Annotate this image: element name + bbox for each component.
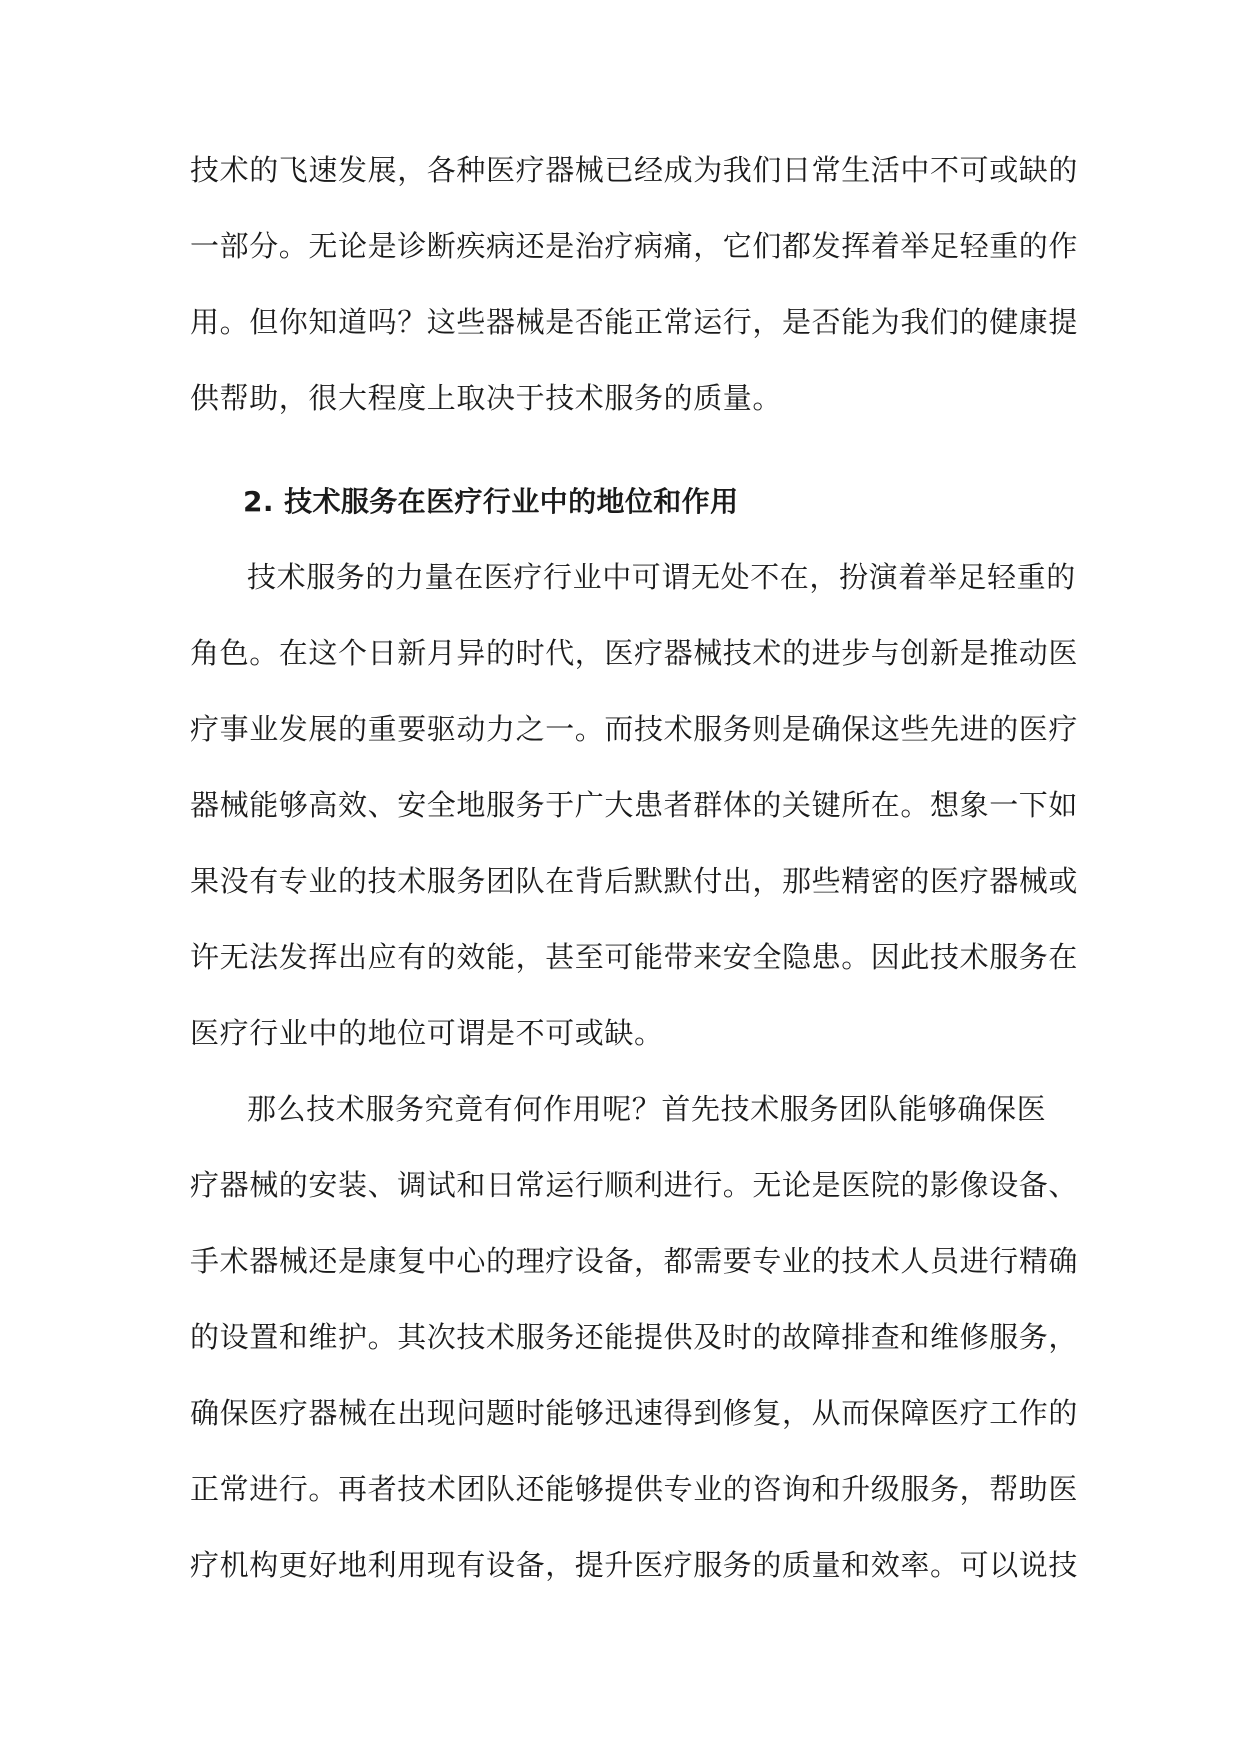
paragraph-2-line-1: 技术服务的力量在医疗行业中可谓无处不在，扮演着举足轻重的 xyxy=(247,560,1076,594)
paragraph-3-line-1: 那么技术服务究竟有何作用呢？首先技术服务团队能够确保医 xyxy=(247,1092,1047,1126)
paragraph-2-line-7: 医疗行业中的地位可谓是不可或缺。 xyxy=(190,1016,664,1050)
paragraph-1-line-1: 技术的飞速发展，各种医疗器械已经成为我们日常生活中不可或缺的 xyxy=(190,153,1079,187)
paragraph-2-line-4: 器械能够高效、安全地服务于广大患者群体的关键所在。想象一下如 xyxy=(190,788,1079,822)
paragraph-1-line-2: 一部分。无论是诊断疾病还是治疗病痛，它们都发挥着举足轻重的作 xyxy=(190,229,1079,263)
section-heading: 2. 技术服务在医疗行业中的地位和作用 xyxy=(243,485,739,518)
paragraph-2-line-5: 果没有专业的技术服务团队在背后默默付出，那些精密的医疗器械或 xyxy=(190,864,1079,898)
paragraph-3-line-3: 手术器械还是康复中心的理疗设备，都需要专业的技术人员进行精确 xyxy=(190,1244,1079,1278)
paragraph-1-line-3: 用。但你知道吗？这些器械是否能正常运行，是否能为我们的健康提 xyxy=(190,305,1079,339)
paragraph-3-line-5: 确保医疗器械在出现问题时能够迅速得到修复，从而保障医疗工作的 xyxy=(190,1396,1079,1430)
paragraph-3-line-6: 正常进行。再者技术团队还能够提供专业的咨询和升级服务，帮助医 xyxy=(190,1472,1079,1506)
paragraph-3-line-7: 疗机构更好地利用现有设备，提升医疗服务的质量和效率。可以说技 xyxy=(190,1548,1079,1582)
paragraph-2-line-2: 角色。在这个日新月异的时代，医疗器械技术的进步与创新是推动医 xyxy=(190,636,1079,670)
paragraph-1-line-4: 供帮助，很大程度上取决于技术服务的质量。 xyxy=(190,381,783,415)
paragraph-2-line-6: 许无法发挥出应有的效能，甚至可能带来安全隐患。因此技术服务在 xyxy=(190,940,1079,974)
paragraph-3-line-4: 的设置和维护。其次技术服务还能提供及时的故障排查和维修服务， xyxy=(190,1320,1079,1354)
paragraph-3-line-2: 疗器械的安装、调试和日常运行顺利进行。无论是医院的影像设备、 xyxy=(190,1168,1079,1202)
paragraph-2-line-3: 疗事业发展的重要驱动力之一。而技术服务则是确保这些先进的医疗 xyxy=(190,712,1079,746)
